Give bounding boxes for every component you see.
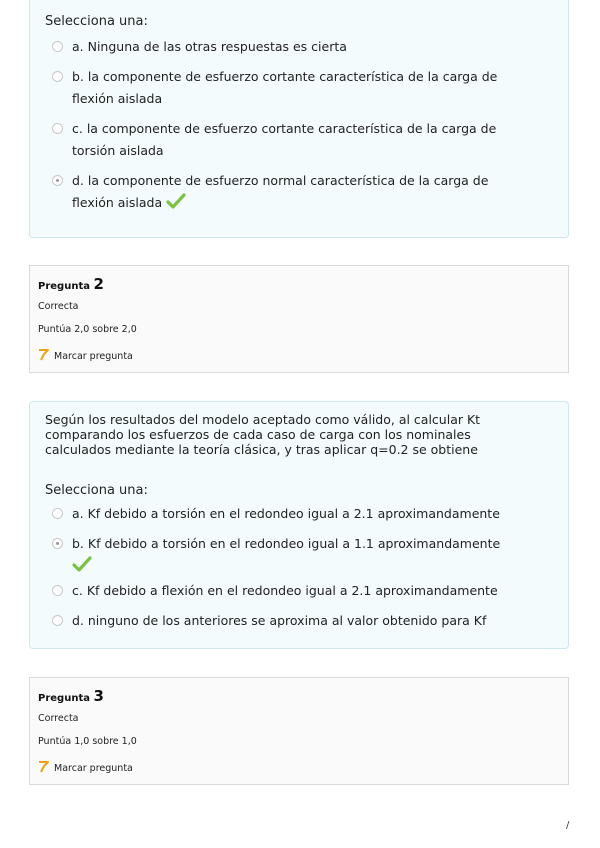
option-label: b. Kf debido a torsión en el redondeo igual a 1.1 aproximandamente [72, 533, 522, 577]
question-number: 3 [93, 687, 104, 705]
answer-prompt: Selecciona una: [45, 483, 148, 498]
radio-icon[interactable] [52, 538, 63, 549]
option-d[interactable] [52, 170, 522, 214]
flag-question-link[interactable] [38, 761, 133, 774]
flag-label: Marcar pregunta [54, 351, 133, 362]
option-label: a. Ninguna de las otras respuestas es cierta [72, 39, 347, 54]
option-a[interactable] [52, 36, 522, 58]
flag-question-link[interactable] [38, 349, 133, 362]
question-state: Correcta [38, 301, 79, 312]
flag-label: Marcar pregunta [54, 763, 133, 774]
option-a[interactable] [52, 503, 522, 525]
check-icon [72, 555, 92, 573]
radio-icon[interactable] [52, 71, 63, 82]
question-state: Correcta [38, 713, 79, 724]
radio-icon[interactable] [52, 508, 63, 519]
option-label: d. la componente de esfuerzo normal característica de la carga de flexión aislada [72, 173, 489, 210]
radio-icon[interactable] [52, 123, 63, 134]
radio-icon[interactable] [52, 615, 63, 626]
question-title: Pregunta 2 [38, 275, 104, 293]
flag-icon [38, 761, 49, 773]
option-c[interactable] [52, 580, 522, 602]
radio-icon[interactable] [52, 585, 63, 596]
radio-icon[interactable] [52, 175, 63, 186]
option-b[interactable] [52, 533, 522, 577]
option-d[interactable] [52, 610, 522, 632]
question-2-info [29, 265, 569, 373]
option-label: d. ninguno de los anteriores se aproxima al valor obtenido para Kf [72, 613, 487, 628]
question-text: Según los resultados del modelo aceptado como válido, al calcular Kt comparando los esfuerzos de cada caso de carga con los nominales calculados mediante la teoría clásica, y tras aplicar q=0.2 se obtiene [45, 412, 481, 457]
question-3-info [29, 677, 569, 785]
option-label: c. la componente de esfuerzo cortante característica de la carga de torsión aislada [72, 121, 497, 158]
question-2-content [29, 401, 569, 649]
question-number: 2 [93, 275, 104, 293]
question-grade: Puntúa 2,0 sobre 2,0 [38, 324, 137, 335]
question-grade: Puntúa 1,0 sobre 1,0 [38, 736, 137, 747]
flag-icon [38, 349, 49, 361]
option-label: b. la componente de esfuerzo cortante característica de la carga de flexión aislada [72, 69, 498, 106]
option-label: c. Kf debido a flexión en el redondeo igual a 2.1 aproximandamente [72, 583, 498, 598]
option-c[interactable] [52, 118, 522, 162]
question-title: Pregunta 3 [38, 687, 104, 705]
page-mark: / [566, 820, 570, 831]
option-b[interactable] [52, 66, 522, 110]
option-label: a. Kf debido a torsión en el redondeo igual a 2.1 aproximandamente [72, 506, 500, 521]
check-icon [166, 192, 186, 210]
radio-icon[interactable] [52, 41, 63, 52]
question-1-content [29, 0, 569, 238]
answer-prompt: Selecciona una: [45, 14, 148, 29]
